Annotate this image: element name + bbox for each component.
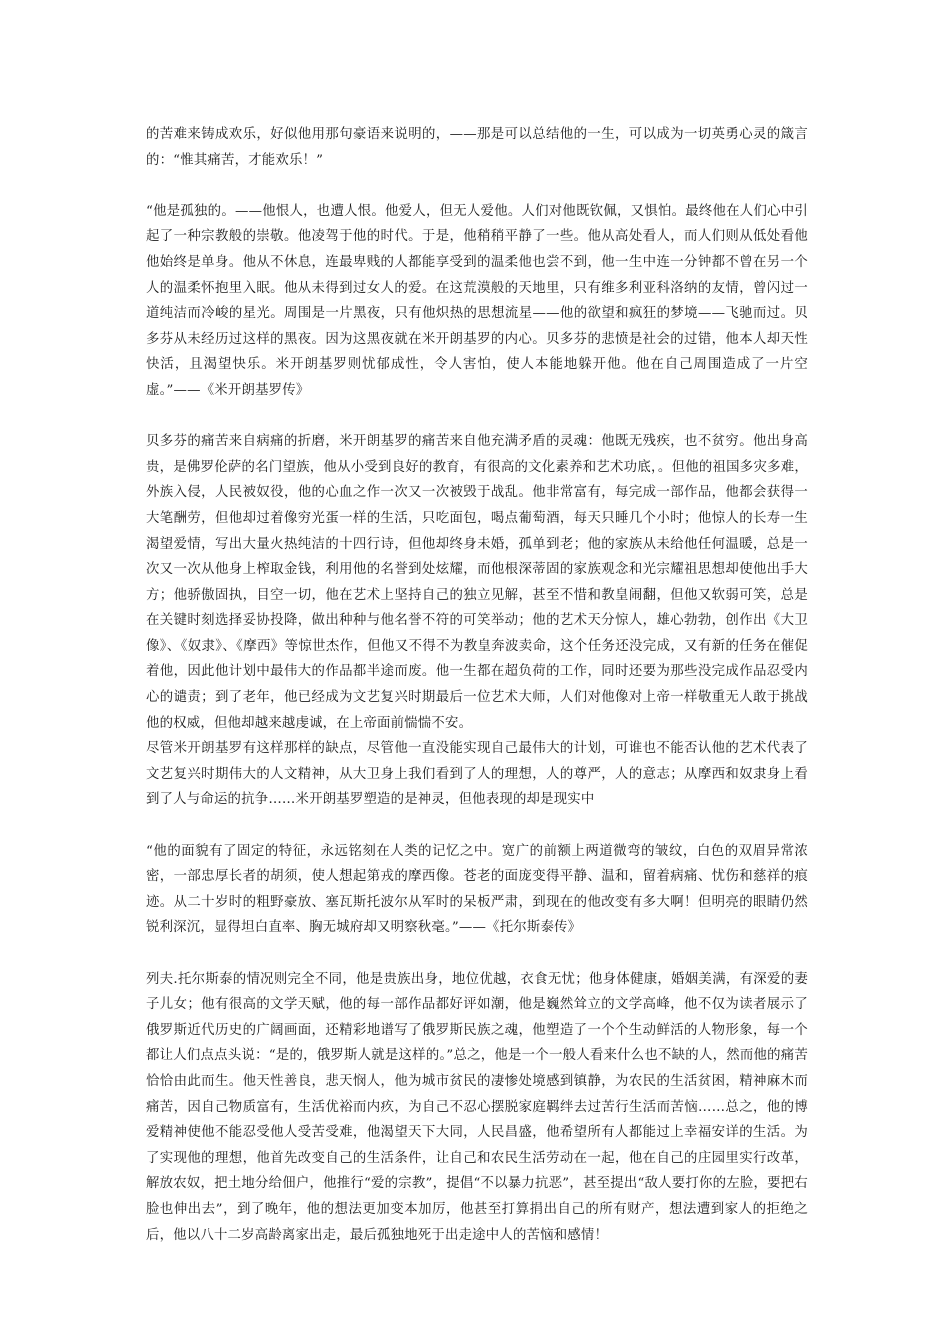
paragraph-gap <box>146 813 808 839</box>
paragraph-michelangelo-spirit: 尽管米开朗基罗有这样那样的缺点，尽管他一直没能实现自己最伟大的计划，可谁也不能否认他的艺术代表了文艺复兴时期伟大的人文精神，从大卫身上我们看到了人的理想，人的尊严，人的意志；从摩西和奴隶身上看到了人与命运的抗争……米开朗基罗塑造的是神灵，但他表现的却是现实中 <box>146 741 808 808</box>
paragraph-tolstoy-quote: “他的面貌有了固定的特征，永远铭刻在人类的记忆之中。宽广的前额上两道微弯的皱纹，白色的双眉异常浓密，一部忠厚长者的胡须，使人想起第戎的摩西像。苍老的面庞变得平静、温和，留着病痛、忧伤和慈祥的痕迹。从二十岁时的粗野豪放、塞瓦斯托波尔从军时的呆板严肃，到现在的他改变有多大啊！但明亮的眼睛仍然锐利深沉，显得坦白直率、胸无城府却又明察秋毫。”——《托尔斯泰传》 <box>146 843 808 936</box>
paragraph-michelangelo-quote: “他是孤独的。——他恨人，也遭人恨。他爱人，但无人爱他。人们对他既钦佩，又惧怕。最终他在人们心中引起了一种宗教般的崇敬。他凌驾于他的时代。于是，他稍稍平静了一些。他从高处看人，而人们则从低处看他他始终是单身。他从不休息，连最卑贱的人都能享受到的温柔他也尝不到，他一生中连一分钟都不曾在另一个人的温柔怀抱里入眠。他从未得到过女人的爱。在这荒漠般的天地里，只有维多利亚科洛纳的友情，曾闪过一道纯洁而冷峻的星光。周围是一片黑夜，只有他炽热的思想流星——他的欲望和疯狂的梦境——飞驰而过。贝多芬从未经历过这样的黑夜。因为这黑夜就在米开朗基罗的内心。贝多芬的悲愤是社会的过错，他本人却天性快活，且渴望快乐。米开朗基罗则忧郁成性，令人害怕，使人本能地躲开他。他在自己周围造成了一片空虚。”——《米开朗基罗传》 <box>146 203 808 398</box>
paragraph-gap <box>146 173 808 199</box>
document-body <box>146 122 808 1248</box>
paragraph-gap <box>146 941 808 967</box>
paragraph-beethoven-ending: 的苦难来铸成欢乐，好似他用那句豪语来说明的，——那是可以总结他的一生，可以成为一切英勇心灵的箴言的：“惟其痛苦，才能欢乐！” <box>146 127 808 168</box>
paragraph-suffering-comparison: 贝多芬的痛苦来自病痛的折磨，米开朗基罗的痛苦来自他充满矛盾的灵魂：他既无残疾，也不贫穷。他出身高贵，是佛罗伦萨的名门望族，他从小受到良好的教育，有很高的文化素养和艺术功底，。但他的祖国多灾多难，外族入侵，人民被奴役，他的心血之作一次又一次被毁于战乱。他非常富有，每完成一部作品，他都会获得一大笔酬劳，但他却过着像穷光蛋一样的生活，只吃面包，喝点葡萄酒，每天只睡几个小时；他惊人的长寿一生渴望爱情，写出大量火热纯洁的十四行诗，但他却终身未婚，孤单到老；他的家族从未给他任何温暖，总是一次又一次从他身上榨取金钱，利用他的名誉到处炫耀，而他根深蒂固的家族观念和光宗耀祖思想却使他出手大方；他骄傲固执，目空一切，他在艺术上坚持自己的独立见解，甚至不惜和教皇闹翻，但他又软弱可笑，总是在关键时刻选择妥协投降，做出种种与他名誉不符的可笑举动；他的艺术天分惊人，雄心勃勃，创作出《大卫像》、《奴隶》、《摩西》等惊世杰作，但他又不得不为教皇奔波卖命，这个任务还没完成，又有新的任务在催促着他，因此他计划中最伟大的作品都半途而废。他一生都在超负荷的工作，同时还要为那些没完成作品忍受内心的谴责；到了老年，他已经成为文艺复兴时期最后一位艺术大师，人们对他像对上帝一样敬重无人敢于挑战他的权威，但他却越来越虔诚，在上帝面前惴惴不安。 <box>146 434 808 731</box>
paragraph-gap <box>146 404 808 430</box>
paragraph-tolstoy-life: 列夫.托尔斯泰的情况则完全不同，他是贵族出身，地位优越，衣食无忧；他身体健康，婚姻美满，有深爱的妻子儿女；他有很高的文学天赋，他的每一部作品都好评如潮，他是巍然耸立的文学高峰，他不仅为读者展示了俄罗斯近代历史的广阔画面，还精彩地谱写了俄罗斯民族之魂，他塑造了一个个生动鲜活的人物形象，每一个都让人们点点头说：“是的，俄罗斯人就是这样的。”总之，他是一个一般人看来什么也不缺的人，然而他的痛苦恰恰由此而生。他天性善良，悲天悯人，他为城市贫民的凄惨处境感到镇静，为农民的生活贫困，精神麻木而痛苦，因自己物质富有，生活优裕而内疚，为自己不忍心摆脱家庭羁绊去过苦行生活而苦恼……总之，他的博爱精神使他不能忍受他人受苦受难，他渴望天下大同，人民昌盛，他希望所有人都能过上幸福安详的生活。为了实现他的理想，他首先改变自己的生活条件，让自己和农民生活劳动在一起，他在自己的庄园里实行改革，解放农奴，把土地分给佃户，他推行“爱的宗教”，提倡“不以暴力抗恶”，甚至提出“敌人要打你的左脸，要把右脸也伸出去”，到了晚年，他的想法更加变本加厉，他甚至打算捐出自己的所有财产，想法遭到家人的拒绝之后，他以八十二岁高龄离家出走，最后孤独地死于出走途中人的苦恼和感情！ <box>146 971 808 1243</box>
